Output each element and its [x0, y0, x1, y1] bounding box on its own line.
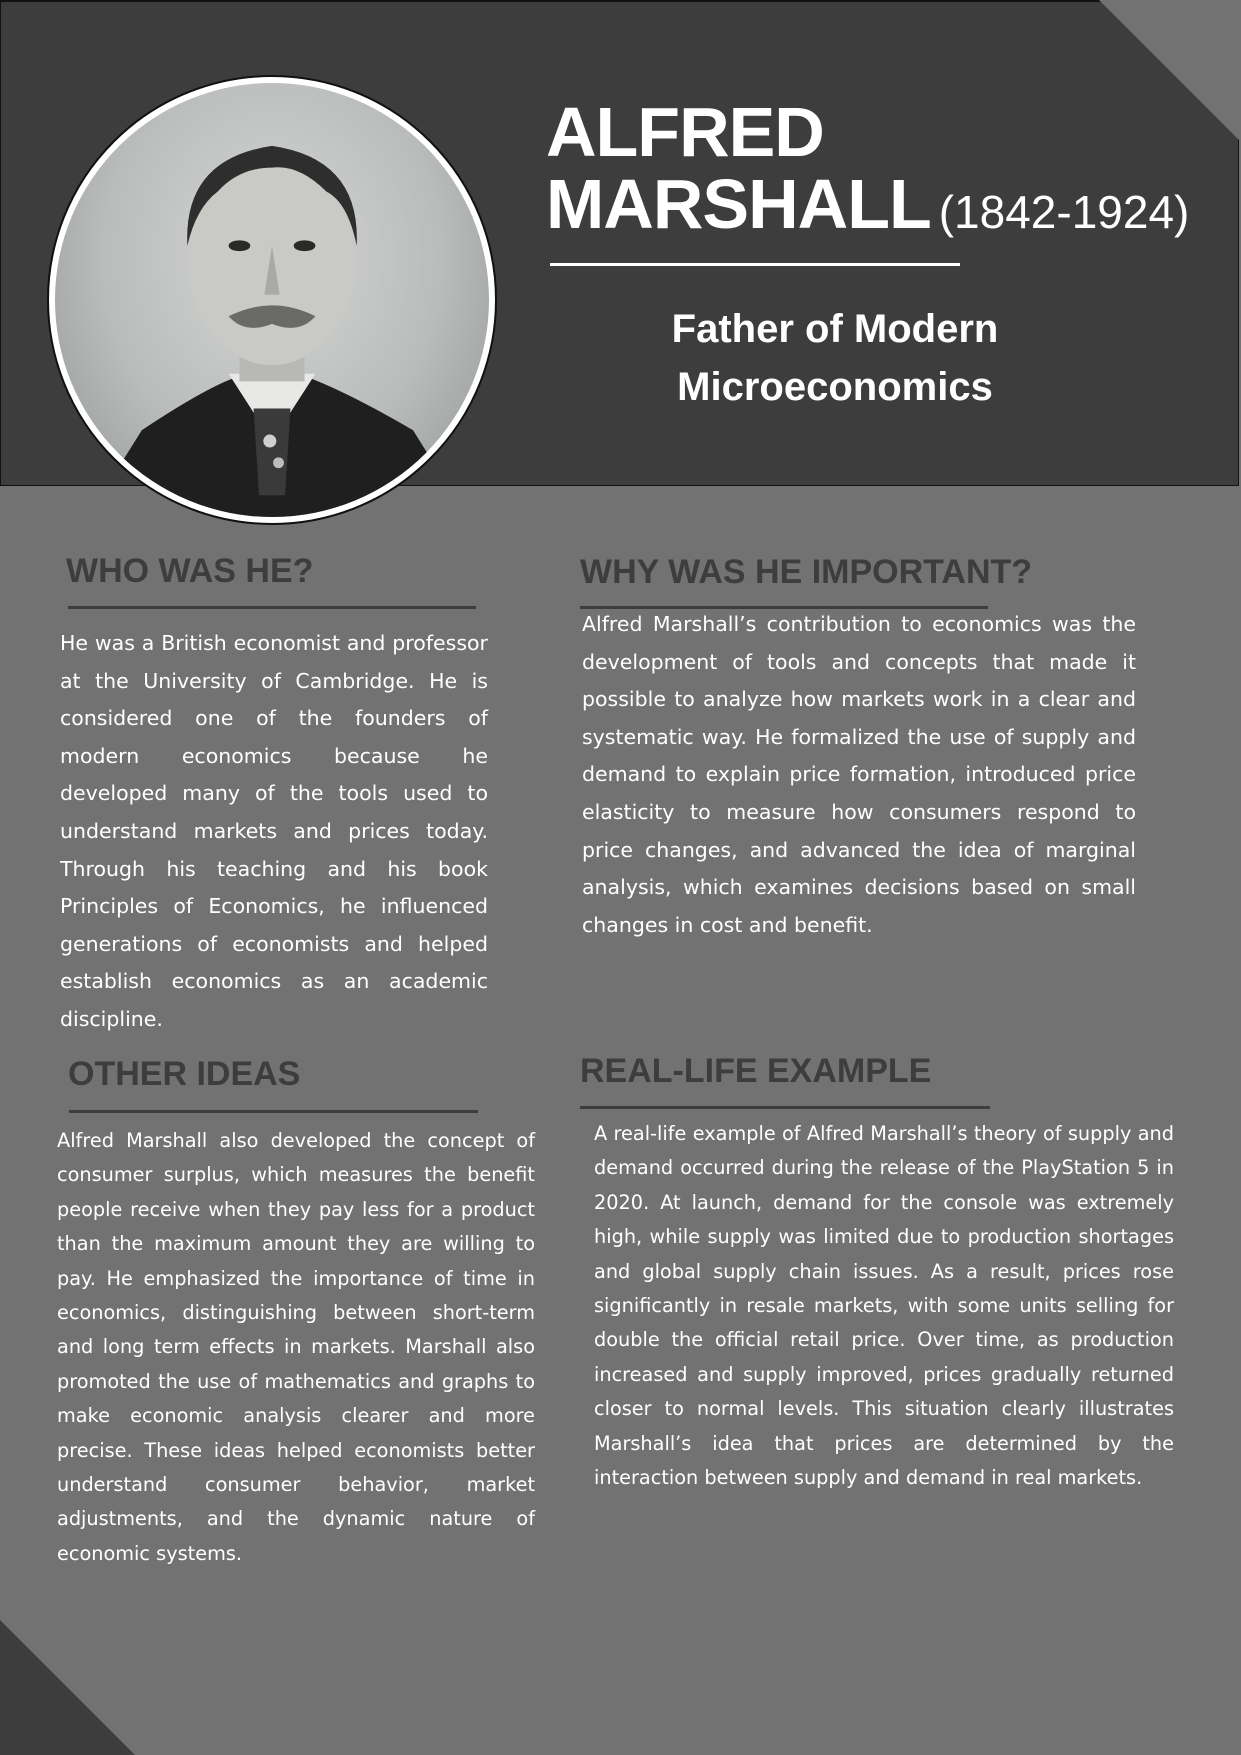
title-divider	[550, 263, 960, 266]
portrait-photo-icon	[55, 83, 489, 517]
heading-other-ideas: OTHER IDEAS	[68, 1055, 301, 1093]
title-last-name: MARSHALL	[546, 165, 931, 243]
heading-real-life-example: REAL-LIFE EXAMPLE	[580, 1052, 932, 1090]
life-dates: (1842-1924)	[938, 186, 1190, 238]
title-last-name-line	[546, 165, 1190, 248]
divider-who-was-he	[68, 606, 476, 609]
portrait-frame	[47, 75, 497, 525]
divider-real-life-example	[580, 1106, 990, 1109]
text-who-was-he: He was a British economist and professor at the University of Cambridge. He is considered one of the founders of modern economics because he developed many of the tools used to understand markets and prices today. Through his teaching and his book Principles of Economics, he influenced generations of economists and helped establish economics as an academic discipline.	[60, 631, 488, 1031]
text-why-important: Alfred Marshall’s contribution to economics was the development of tools and concepts that made it possible to analyze how markets work in a clear and systematic way. He formalized the use of supply and demand to explain price formation, introduced price elasticity to measure how consumers respond to price changes, and advanced the idea of marginal analysis, which examines decisions based on small changes in cost and benefit.	[582, 612, 1136, 937]
portrait-illustration	[55, 83, 489, 517]
subtitle	[600, 300, 1070, 416]
corner-triangle-bottom-left	[0, 1620, 135, 1755]
heading-why-important: WHY WAS HE IMPORTANT?	[580, 553, 1033, 591]
heading-who-was-he: WHO WAS HE?	[66, 552, 314, 590]
title-first-name: ALFRED	[546, 93, 824, 171]
text-real-life-example: A real-life example of Alfred Marshall’s theory of supply and demand occurred during the release of the PlayStation 5 in 2020. At launch, demand for the console was extremely high, while supply was limited due to production shortages and global supply chain issues. As a result, prices rose significantly in resale markets, with some units selling for double the official retail price. Over time, as production increased and supply improved, prices gradually returned closer to normal levels. This situation clearly illustrates Marshall’s idea that prices are determined by the interaction between supply and demand in real markets.	[594, 1122, 1174, 1490]
text-other-ideas: Alfred Marshall also developed the concept of consumer surplus, which measures the benefit people receive when they pay less for a product than the maximum amount they are willing to pay. He emphasized the importance of time in economics, distinguishing between short-term and long term effects in markets. Marshall also promoted the use of mathematics and graphs to make economic analysis clearer and more precise. These ideas helped economists better understand consumer behavior, market adjustments, and the dynamic nature of economic systems.	[57, 1129, 535, 1565]
divider-other-ideas	[69, 1110, 478, 1113]
subtitle-line-2: Microeconomics	[677, 365, 993, 409]
subtitle-line-1: Father of Modern	[671, 307, 999, 351]
page-title	[546, 93, 1190, 248]
